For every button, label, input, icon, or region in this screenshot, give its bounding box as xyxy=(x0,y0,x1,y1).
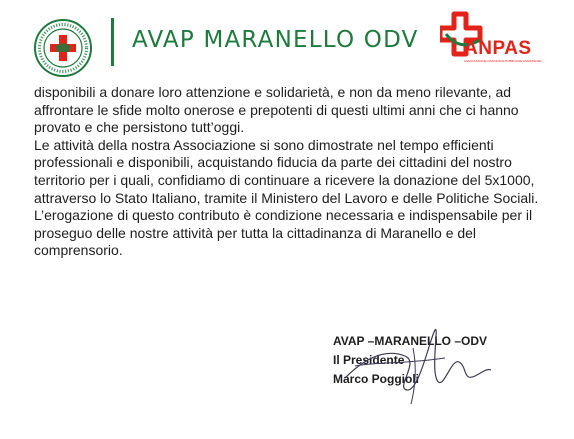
signature-role: Il Presidente xyxy=(333,353,405,367)
body-line: L’erogazione di questo contributo è condizione necessaria e indispensabile per il xyxy=(34,207,533,224)
body-line: Le attività della nostra Associazione si sono dimostrate nel tempo efficienti xyxy=(34,136,494,153)
body-line: territorio per i quali, confidiamo di continuare a ricevere la donazione del 5x1000, xyxy=(34,171,535,188)
body-line: attraverso lo Stato Italiano, tramite il Ministero del Lavoro e delle Politiche Sociali. xyxy=(34,189,539,206)
body-line: proseguo delle nostre attività per tutta la cittadinanza di Maranello e del xyxy=(34,224,477,241)
header-divider xyxy=(111,18,114,66)
signature-block xyxy=(333,332,487,389)
org-title: AVAP MARANELLO ODV xyxy=(132,27,419,53)
anpas-logo-subtext: ASSOCIAZIONE NAZIONALE PUBBLICHE ASSISTENZE xyxy=(464,59,542,63)
letter-body xyxy=(34,84,564,260)
avap-logo xyxy=(33,18,93,78)
body-line: affrontare le sfide molto onerose e prepotenti di questi ultimi anni che ci hanno xyxy=(34,101,519,118)
body-line: professionali e disponibili, acquistando fiducia da parte dei cittadini del nostro xyxy=(34,154,512,171)
body-line: comprensorio. xyxy=(34,242,123,259)
signature-name: Marco Poggioli xyxy=(333,372,420,386)
signature-org: AVAP –MARANELLO –ODV xyxy=(333,334,488,348)
anpas-logo-text: ANPAS xyxy=(464,38,532,59)
body-line: provato e che persistono tutt’oggi. xyxy=(34,119,245,136)
body-line: disponibili a donare loro attenzione e solidarietà, e non da meno rilevante, ad xyxy=(34,84,512,100)
